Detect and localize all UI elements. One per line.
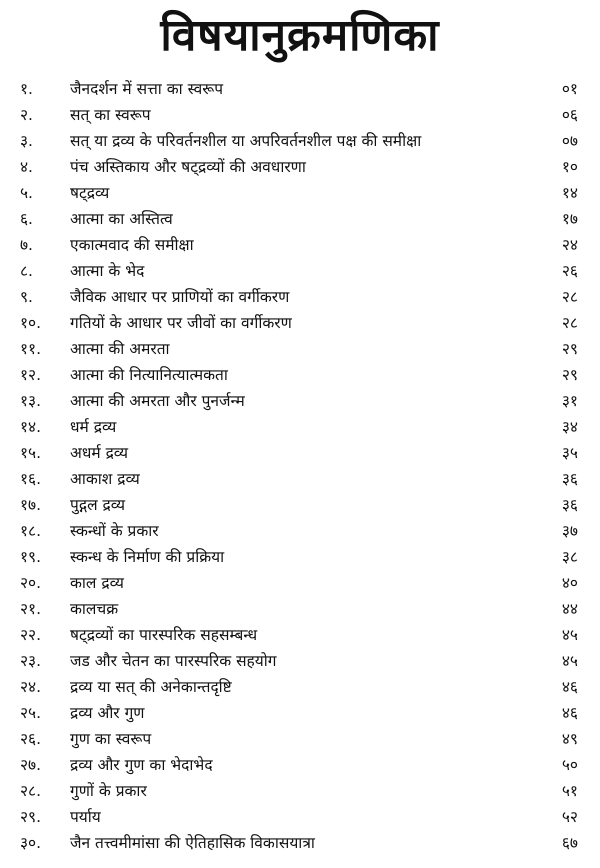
toc-entry-number: १०. <box>20 314 42 332</box>
toc-entry-title: काल द्रव्य <box>70 574 124 592</box>
toc-entry-title: स्कन्ध के निर्माण की प्रक्रिया <box>70 548 225 566</box>
toc-entry-number: २१. <box>20 600 42 618</box>
toc-entry-title: एकात्मवाद की समीक्षा <box>70 236 194 254</box>
toc-entry-page: ४५ <box>561 626 578 644</box>
toc-entry-title: षट्द्रव्य <box>70 184 110 202</box>
toc-entry-page: ४५ <box>561 652 578 670</box>
toc-entry <box>0 596 600 622</box>
toc-entry <box>0 154 600 180</box>
toc-entry-page: ३५ <box>561 444 578 462</box>
toc-entry-title: आकाश द्रव्य <box>70 470 140 488</box>
toc-entry <box>0 752 600 778</box>
toc-entry-title: पुद्गल द्रव्य <box>70 496 126 514</box>
toc-entry <box>0 414 600 440</box>
toc-entry-title: द्रव्य या सत् की अनेकान्तदृष्टि <box>70 678 232 696</box>
toc-entry-page: २९ <box>561 340 578 358</box>
toc-entry-number: ६. <box>20 210 33 228</box>
toc-entry-page: ४० <box>561 574 578 592</box>
toc-entry-page: १७ <box>561 210 578 228</box>
toc-entry-number: २३. <box>20 652 42 670</box>
toc-entry-title: जैनदर्शन में सत्ता का स्वरूप <box>70 80 224 98</box>
toc-entry-title: जड और चेतन का पारस्परिक सहयोग <box>70 652 277 670</box>
toc-entry <box>0 440 600 466</box>
toc-entry-page: ३४ <box>561 418 578 436</box>
toc-entry-number: ११. <box>20 340 42 358</box>
toc-entry <box>0 778 600 804</box>
toc-entry-title: कालचक्र <box>70 600 119 618</box>
toc-entry-number: २६. <box>20 730 42 748</box>
toc-entry-page: ३७ <box>561 522 578 540</box>
toc-entry-page: ०१ <box>561 80 578 98</box>
toc-entry <box>0 102 600 128</box>
toc-entry-page: २६ <box>561 262 578 280</box>
toc-entry-title: पंच अस्तिकाय और षट्द्रव्यों की अवधारणा <box>70 158 306 176</box>
toc-entry <box>0 310 600 336</box>
toc-entry-title: आत्मा की नित्यानित्यात्मकता <box>70 366 228 384</box>
toc-entry-number: ३. <box>20 132 33 150</box>
toc-entry-number: ९. <box>20 288 33 306</box>
toc-entry-number: १३. <box>20 392 42 410</box>
toc-entry-page: ५१ <box>561 782 578 800</box>
toc-entry-page: ४६ <box>561 678 578 696</box>
toc-entry-title: अधर्म द्रव्य <box>70 444 129 462</box>
toc-entry-page: २८ <box>561 314 578 332</box>
toc-entry-number: २५. <box>20 704 42 722</box>
toc-entry-number: १५. <box>20 444 42 462</box>
toc-entry-number: २. <box>20 106 33 124</box>
toc-entry <box>0 518 600 544</box>
toc-entry <box>0 336 600 362</box>
toc-entry-page: ४६ <box>561 704 578 722</box>
toc-entry-number: १२. <box>20 366 42 384</box>
toc-entry-title: सत् या द्रव्य के परिवर्तनशील या अपरिवर्तनशील पक्ष की समीक्षा <box>70 132 422 150</box>
toc-entry-page: २९ <box>561 366 578 384</box>
toc-entry <box>0 700 600 726</box>
toc-entry-number: २७. <box>20 756 42 774</box>
toc-list <box>0 76 600 856</box>
toc-entry-page: १४ <box>561 184 578 202</box>
toc-entry <box>0 206 600 232</box>
toc-entry-number: ८. <box>20 262 33 280</box>
toc-entry-title: सत् का स्वरूप <box>70 106 151 124</box>
toc-entry <box>0 128 600 154</box>
toc-entry <box>0 362 600 388</box>
toc-entry <box>0 544 600 570</box>
toc-entry <box>0 76 600 102</box>
toc-entry-page: ३६ <box>561 470 578 488</box>
toc-entry-page: ३६ <box>561 496 578 514</box>
toc-entry-page: ६७ <box>561 834 578 852</box>
toc-entry-page: १० <box>561 158 578 176</box>
toc-entry-number: १७. <box>20 496 42 514</box>
toc-entry-number: ७. <box>20 236 33 254</box>
toc-entry-number: २०. <box>20 574 42 592</box>
toc-entry-title: द्रव्य और गुण का भेदाभेद <box>70 756 213 774</box>
toc-entry-number: २२. <box>20 626 42 644</box>
toc-entry-page: ४४ <box>561 600 578 618</box>
toc-entry-number: ४. <box>20 158 33 176</box>
toc-entry <box>0 804 600 830</box>
toc-entry-number: २९. <box>20 808 42 826</box>
toc-entry-page: ४९ <box>561 730 578 748</box>
toc-entry-title: स्कन्धों के प्रकार <box>70 522 159 540</box>
toc-entry-title: धर्म द्रव्य <box>70 418 117 436</box>
toc-entry-page: ०७ <box>561 132 578 150</box>
toc-entry <box>0 232 600 258</box>
toc-entry-number: ३०. <box>20 834 42 852</box>
toc-entry-page: ३१ <box>561 392 578 410</box>
toc-entry-number: २८. <box>20 782 42 800</box>
toc-entry <box>0 570 600 596</box>
toc-entry-title: जैन तत्त्वमीमांसा की ऐतिहासिक विकासयात्रा <box>70 834 315 852</box>
toc-entry-title: गुणों के प्रकार <box>70 782 147 800</box>
page-title: विषयानुक्रमणिका <box>160 10 440 61</box>
toc-entry <box>0 258 600 284</box>
toc-entry-number: ५. <box>20 184 33 202</box>
toc-entry-page: २८ <box>561 288 578 306</box>
toc-entry <box>0 388 600 414</box>
toc-entry-number: १६. <box>20 470 42 488</box>
toc-entry-title: आत्मा का अस्तित्व <box>70 210 173 228</box>
toc-entry-title: गतियों के आधार पर जीवों का वर्गीकरण <box>70 314 292 332</box>
toc-entry-title: द्रव्य और गुण <box>70 704 145 722</box>
toc-entry-title: आत्मा की अमरता और पुनर्जन्म <box>70 392 245 410</box>
toc-entry-number: २४. <box>20 678 42 696</box>
toc-entry <box>0 648 600 674</box>
toc-entry <box>0 284 600 310</box>
toc-entry-number: १४. <box>20 418 42 436</box>
toc-entry-page: ५० <box>561 756 578 774</box>
toc-entry-title: पर्याय <box>70 808 101 826</box>
toc-entry-number: १८. <box>20 522 42 540</box>
toc-entry-title: आत्मा के भेद <box>70 262 145 280</box>
toc-entry-title: आत्मा की अमरता <box>70 340 170 358</box>
toc-entry <box>0 180 600 206</box>
toc-entry <box>0 466 600 492</box>
toc-entry-title: गुण का स्वरूप <box>70 730 152 748</box>
toc-entry-number: १९. <box>20 548 42 566</box>
toc-entry-number: १. <box>20 80 33 98</box>
toc-entry-page: ०६ <box>561 106 578 124</box>
toc-entry-page: ३८ <box>561 548 578 566</box>
toc-entry <box>0 830 600 856</box>
toc-entry-title: षट्द्रव्यों का पारस्परिक सहसम्बन्ध <box>70 626 258 644</box>
toc-entry-title: जैविक आधार पर प्राणियों का वर्गीकरण <box>70 288 290 306</box>
toc-entry-page: ५२ <box>561 808 578 826</box>
toc-entry <box>0 492 600 518</box>
toc-entry <box>0 726 600 752</box>
toc-entry <box>0 622 600 648</box>
toc-entry <box>0 674 600 700</box>
toc-entry-page: २४ <box>561 236 578 254</box>
